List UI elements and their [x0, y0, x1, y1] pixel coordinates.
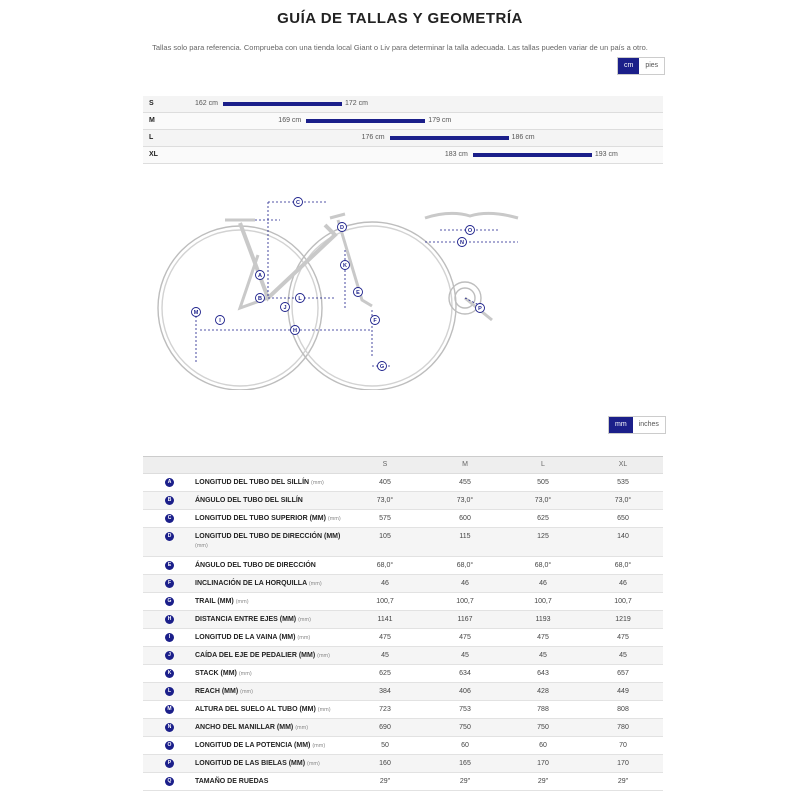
table-cell: 45 [461, 652, 469, 659]
table-row [143, 683, 663, 701]
row-letter-badge: A [165, 478, 174, 487]
row-label [195, 615, 360, 625]
table-cell: 100,7 [456, 598, 474, 605]
diagram-marker-label: A [258, 273, 262, 279]
row-letter-badge: B [165, 496, 174, 505]
row-unit: (mm) [235, 599, 249, 605]
bike-geometry-diagram [140, 180, 680, 390]
row-letter-badge: N [165, 723, 174, 732]
table-cell: 100,7 [614, 598, 632, 605]
row-unit: (mm) [311, 480, 324, 486]
row-label-text: ÁNGULO DEL TUBO DE DIRECCIÓN [195, 562, 316, 569]
row-letter-badge: M [165, 705, 174, 714]
diagram-marker-label: L [298, 296, 302, 302]
table-cell: 449 [617, 688, 629, 695]
table-cell: 73,0° [614, 497, 632, 504]
table-cell: 46 [619, 580, 627, 587]
size-label: M [149, 117, 155, 124]
row-letter-badge: F [165, 579, 174, 588]
row-unit: (mm) [298, 617, 311, 623]
row-label-text: LONGITUD DEL TUBO DEL SILLÍN [195, 479, 310, 486]
table-cell: 750 [459, 724, 471, 731]
row-label-text: INCLINACIÓN DE LA HORQUILLA [195, 580, 307, 587]
table-cell: 68,0° [614, 562, 632, 569]
table-cell: 73,0° [376, 497, 394, 504]
table-cell: 575 [379, 515, 391, 522]
geometry-table-header [143, 457, 663, 474]
table-cell: 650 [617, 515, 629, 522]
table-cell: 68,0° [534, 562, 552, 569]
diagram-marker-label: J [283, 305, 287, 311]
row-label [195, 478, 360, 488]
table-cell: 165 [459, 760, 471, 767]
table-cell: 750 [537, 724, 549, 731]
row-label [195, 597, 360, 607]
table-cell: 625 [379, 670, 391, 677]
table-row [143, 701, 663, 719]
row-label [195, 579, 360, 589]
table-cell: 808 [617, 706, 629, 713]
table-cell: 170 [617, 760, 629, 767]
row-unit: (mm) [307, 761, 320, 767]
diagram-marker-label: I [219, 318, 221, 324]
table-cell: 29" [379, 778, 391, 785]
row-letter-badge: I [165, 633, 174, 642]
row-label [195, 777, 360, 786]
table-cell: 60 [539, 742, 547, 749]
table-row [143, 492, 663, 510]
row-unit: (mm) [317, 707, 331, 713]
size-label: L [149, 134, 154, 141]
diagram-marker-label: G [379, 364, 385, 370]
table-cell: 68,0° [456, 562, 474, 569]
table-cell: 100,7 [534, 598, 552, 605]
row-letter-badge: P [165, 759, 174, 768]
table-cell: 384 [379, 688, 391, 695]
table-cell: 625 [537, 515, 549, 522]
table-cell: 428 [537, 688, 549, 695]
table-cell: 475 [379, 634, 391, 641]
row-letter-badge: E [165, 561, 174, 570]
size-min-height: 176 cm [361, 134, 385, 141]
row-unit: (mm) [240, 689, 253, 695]
diagram-marker-label: C [296, 200, 300, 206]
unit-feet-button[interactable]: pies [639, 58, 664, 74]
diagram-marker-label: F [373, 318, 377, 324]
row-label-text: DISTANCIA ENTRE EJES (MM) [195, 616, 297, 623]
row-label-text: LONGITUD DE LA VAINA (MM) [195, 634, 296, 641]
diagram-marker-label: K [343, 263, 347, 269]
row-label [195, 561, 360, 570]
row-label [195, 633, 360, 643]
page-title: GUÍA DE TALLAS Y GEOMETRÍA [277, 10, 523, 27]
row-label-text: LONGITUD DE LAS BIELAS (MM) [195, 760, 306, 767]
table-cell: 406 [459, 688, 471, 695]
table-cell: 45 [619, 652, 627, 659]
table-cell: 475 [537, 634, 549, 641]
table-cell: 70 [619, 742, 627, 749]
table-cell: 455 [459, 479, 471, 486]
table-row [143, 575, 663, 593]
row-label-text: CAÍDA DEL EJE DE PEDALIER (MM) [195, 652, 316, 659]
table-row [143, 474, 663, 492]
table-row [143, 665, 663, 683]
size-range-bar [390, 136, 509, 140]
diagram-marker-label: B [258, 296, 262, 302]
size-label: S [149, 100, 154, 107]
row-label [195, 532, 360, 551]
row-label-text: REACH (MM) [195, 688, 239, 695]
row-unit: (mm) [317, 653, 330, 659]
row-label [195, 651, 360, 661]
table-cell: 780 [617, 724, 629, 731]
row-label-text: TAMAÑO DE RUEDAS [195, 778, 269, 785]
row-unit: (mm) [238, 671, 252, 677]
row-unit: (mm) [308, 581, 322, 587]
table-cell: 60 [461, 742, 469, 749]
column-header-s: S [382, 461, 388, 468]
row-label [195, 669, 360, 679]
table-cell: 505 [537, 479, 549, 486]
row-label [195, 496, 360, 505]
row-label [195, 759, 360, 769]
size-row [143, 96, 663, 113]
size-max-height: 179 cm [428, 117, 452, 124]
table-row [143, 755, 663, 773]
row-label-text: STACK (MM) [195, 670, 237, 677]
table-cell: 125 [537, 533, 549, 540]
table-cell: 160 [379, 760, 391, 767]
table-cell: 140 [617, 533, 629, 540]
row-label-text: LONGITUD DE LA POTENCIA (MM) [195, 742, 311, 749]
size-range-chart [143, 96, 663, 164]
table-cell: 1219 [615, 616, 631, 623]
row-label [195, 514, 360, 524]
table-cell: 46 [461, 580, 469, 587]
row-label-text: ANCHO DEL MANILLAR (MM) [195, 724, 294, 731]
table-row [143, 737, 663, 755]
table-cell: 68,0° [376, 562, 394, 569]
unit-mm-button[interactable]: mm [609, 417, 633, 433]
diagram-marker-label: E [356, 290, 360, 296]
diagram-marker-label: N [460, 240, 464, 246]
size-min-height: 169 cm [278, 117, 302, 124]
table-row [143, 773, 663, 791]
row-unit: (mm) [195, 543, 208, 549]
table-cell: 46 [539, 580, 547, 587]
row-label [195, 741, 360, 751]
diagram-marker-label: D [340, 225, 344, 231]
table-cell: 115 [459, 533, 471, 540]
height-unit-toggle[interactable] [617, 57, 665, 75]
table-cell: 1141 [377, 616, 393, 623]
table-row [143, 593, 663, 611]
diagram-marker-label: P [478, 306, 482, 312]
diagram-marker-label: O [467, 228, 473, 234]
table-cell: 46 [381, 580, 389, 587]
table-row [143, 647, 663, 665]
row-letter-badge: J [165, 651, 174, 660]
size-max-height: 172 cm [345, 100, 368, 107]
table-cell: 475 [459, 634, 471, 641]
row-letter-badge: G [165, 597, 174, 606]
column-header-m: M [462, 461, 468, 468]
table-cell: 29" [459, 778, 471, 785]
row-letter-badge: D [165, 532, 174, 541]
row-label [195, 705, 360, 715]
table-cell: 29" [537, 778, 549, 785]
row-label-text: LONGITUD DEL TUBO SUPERIOR (MM) [195, 515, 326, 522]
table-cell: 1167 [457, 616, 473, 623]
size-range-bar [473, 153, 592, 157]
row-label-text: ÁNGULO DEL TUBO DEL SILLÍN [195, 497, 303, 504]
table-row [143, 557, 663, 575]
table-cell: 475 [617, 634, 629, 641]
row-letter-badge: L [165, 687, 174, 696]
column-header-l: L [541, 461, 545, 468]
row-label-text: LONGITUD DEL TUBO DE DIRECCIÓN (MM) [195, 533, 341, 540]
table-row [143, 611, 663, 629]
geometry-table [143, 456, 663, 791]
row-unit: (mm) [327, 516, 341, 522]
size-row [143, 147, 663, 164]
table-cell: 788 [537, 706, 549, 713]
table-row [143, 719, 663, 737]
table-cell: 643 [537, 670, 549, 677]
table-cell: 29" [617, 778, 629, 785]
row-label [195, 687, 360, 697]
table-cell: 105 [379, 533, 391, 540]
table-cell: 73,0° [534, 497, 552, 504]
table-cell: 634 [459, 670, 471, 677]
table-cell: 45 [539, 652, 547, 659]
table-cell: 45 [381, 652, 389, 659]
size-min-height: 162 cm [195, 100, 218, 107]
table-cell: 657 [617, 670, 629, 677]
diagram-marker-label: H [293, 328, 297, 334]
row-letter-badge: K [165, 669, 174, 678]
geometry-unit-toggle[interactable] [608, 416, 666, 434]
row-unit: (mm) [297, 635, 311, 641]
row-letter-badge: O [165, 741, 174, 750]
unit-inches-button[interactable]: inches [633, 417, 665, 433]
row-label-text: TRAIL (MM) [195, 598, 234, 605]
table-cell: 753 [459, 706, 471, 713]
table-cell: 723 [379, 706, 391, 713]
size-min-height: 183 cm [444, 151, 468, 158]
row-label [195, 723, 360, 733]
size-range-bar [306, 119, 425, 123]
row-letter-badge: C [165, 514, 174, 523]
table-row [143, 510, 663, 528]
size-label: XL [149, 151, 158, 158]
unit-cm-button[interactable]: cm [618, 58, 639, 74]
row-unit: (mm) [312, 743, 326, 749]
column-header-xl: XL [618, 461, 628, 468]
size-range-bar [223, 102, 342, 106]
table-cell: 170 [537, 760, 549, 767]
size-max-height: 193 cm [594, 151, 618, 158]
table-row [143, 528, 663, 557]
table-cell: 50 [381, 742, 389, 749]
table-cell: 100,7 [376, 598, 394, 605]
size-row [143, 130, 663, 147]
size-max-height: 186 cm [511, 134, 535, 141]
diagram-marker-label: M [193, 310, 199, 316]
table-cell: 600 [459, 515, 471, 522]
row-unit: (mm) [295, 725, 309, 731]
page-subtitle: Tallas solo para referencia. Comprueba con una tienda local Giant o Liv para determinar la talla adecuada. Las tallas pueden variar de un país a otro. [152, 43, 648, 52]
table-cell: 535 [617, 479, 629, 486]
table-row [143, 629, 663, 647]
table-cell: 690 [379, 724, 391, 731]
row-letter-badge: Q [165, 777, 174, 786]
row-letter-badge: H [165, 615, 174, 624]
table-cell: 405 [379, 479, 391, 486]
row-label-text: ALTURA DEL SUELO AL TUBO (MM) [195, 706, 316, 713]
table-cell: 1193 [535, 616, 551, 623]
table-cell: 73,0° [456, 497, 474, 504]
size-row [143, 113, 663, 130]
